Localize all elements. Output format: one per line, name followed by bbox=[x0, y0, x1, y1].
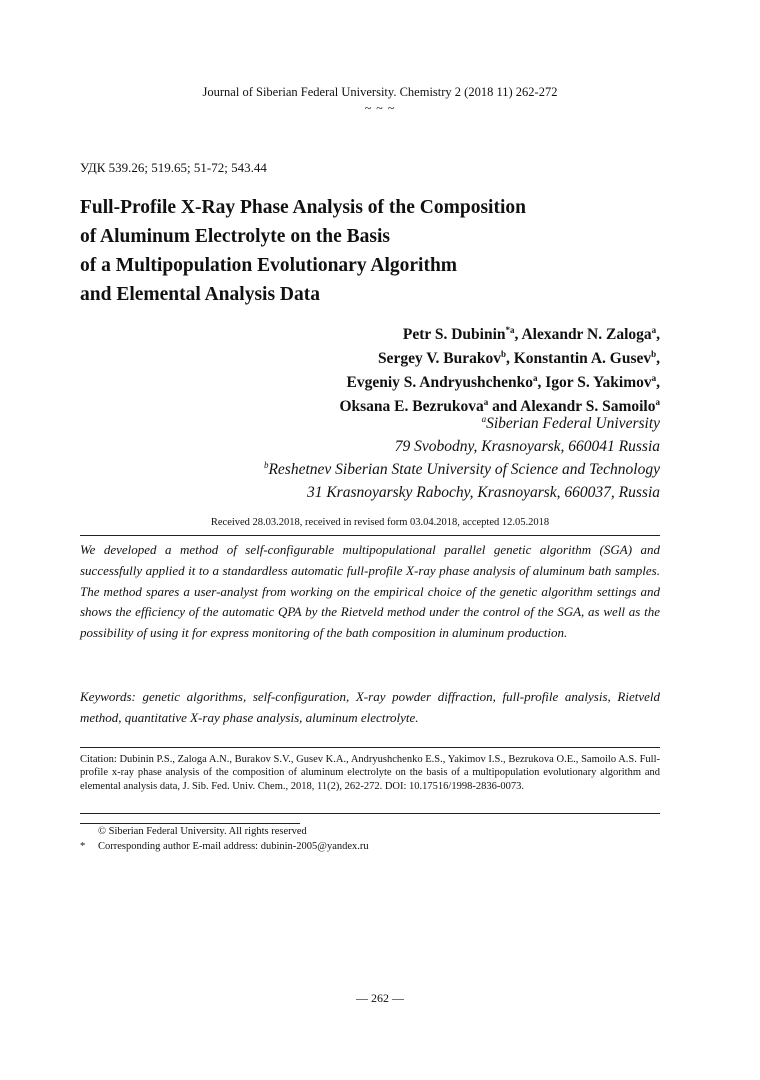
author-name: Oksana E. Bezrukova bbox=[339, 398, 484, 415]
author-name: Alexandr N. Zaloga bbox=[521, 326, 652, 343]
author-separator: and bbox=[488, 398, 521, 415]
author-separator: , bbox=[514, 326, 522, 343]
title-line: and Elemental Analysis Data bbox=[80, 284, 320, 305]
affiliation-mark: b bbox=[263, 460, 269, 470]
author-affil-mark: b bbox=[651, 349, 657, 359]
affiliation-text: 31 Krasnoyarsky Rabochy, Krasnoyarsk, 660037, Russia bbox=[306, 484, 660, 501]
keywords: Keywords: genetic algorithms, self-configuration, X-ray powder diffraction, full-profile analysis, Rietveld method, quantitative X-ray phase analysis, aluminum electrolyte. bbox=[80, 689, 660, 725]
journal-header: Journal of Siberian Federal University. Chemistry 2 (2018 11) 262-272 bbox=[202, 85, 558, 99]
author-affil-mark: *a bbox=[505, 325, 515, 335]
citation: Citation: Dubinin P.S., Zaloga A.N., Burakov S.V., Gusev K.A., Andryushchenko E.S., Yakimov I.S., Bezrukova O.E., Samoilo A.S. Full-profile x-ray phase analysis of the composition of aluminum electrolyte on the basis of a multipopulation evolutionary algorithm and elemental analysis data, J. Sib. Fed. Univ. Chem., 2018, 11(2), 262-272. DOI: 10.17516/1998-2836-0073. bbox=[80, 754, 660, 792]
author-separator: , bbox=[505, 350, 514, 367]
author-name: Alexandr S. Samoilo bbox=[520, 398, 656, 415]
copyright-note: © Siberian Federal University. All rights reserved bbox=[98, 826, 307, 837]
author-name: Evgeniy S. Andryushchenko bbox=[346, 374, 533, 391]
author-separator: , bbox=[656, 350, 660, 367]
udk-code: УДК 539.26; 519.65; 51-72; 543.44 bbox=[80, 160, 267, 175]
author-line bbox=[339, 371, 660, 395]
received-dates: Received 28.03.2018, received in revised form 03.04.2018, accepted 12.05.2018 bbox=[210, 517, 550, 528]
footnote-star: * bbox=[80, 841, 86, 852]
corresponding-author-note bbox=[80, 841, 369, 852]
corresponding-author-text: Corresponding author E-mail address: dubinin-2005@yandex.ru bbox=[98, 841, 369, 852]
author-separator: , bbox=[656, 326, 660, 343]
abstract: We developed a method of self-configurable multipopulational parallel genetic algorithm (SGA) and successfully applied it to a standardless automatic full-profile X-ray phase analysis of aluminum bath samples. The method spares a user-analyst from working on the empirical choice of the genetic algorithm settings and shows the efficiency of the automatic QPA by the Rietveld method under the control of the SGA, as well as the possibility of using it for express monitoring of the bath composition in aluminum production. bbox=[80, 542, 660, 641]
paper-title bbox=[80, 193, 680, 309]
header-separator: ~ ~ ~ bbox=[364, 101, 396, 115]
author-affil-mark: a bbox=[655, 397, 660, 407]
affiliation-text: Reshetnev Siberian State University of Science and Technology bbox=[268, 461, 660, 478]
affiliation-text: 79 Svobodny, Krasnoyarsk, 660041 Russia bbox=[394, 438, 660, 455]
title-line: of a Multipopulation Evolutionary Algorithm bbox=[80, 255, 458, 276]
author-list bbox=[339, 323, 660, 419]
author-name: Petr S. Dubinin bbox=[402, 326, 506, 343]
affiliation-line bbox=[264, 458, 660, 481]
author-separator: , bbox=[537, 374, 546, 391]
author-separator: , bbox=[656, 374, 660, 391]
author-name: Sergey V. Burakov bbox=[377, 350, 501, 367]
divider bbox=[80, 747, 660, 748]
affiliation-line bbox=[264, 412, 660, 435]
author-name: Igor S. Yakimov bbox=[545, 374, 652, 391]
title-line: Full-Profile X-Ray Phase Analysis of the Composition bbox=[80, 197, 526, 218]
affiliation-line bbox=[264, 481, 660, 504]
footnote-divider bbox=[80, 823, 300, 824]
author-affil-mark: a bbox=[533, 373, 538, 383]
title-line: of Aluminum Electrolyte on the Basis bbox=[80, 226, 391, 247]
author-name: Konstantin A. Gusev bbox=[513, 350, 652, 367]
divider bbox=[80, 813, 660, 814]
author-affil-mark: a bbox=[651, 373, 657, 383]
author-line bbox=[339, 347, 660, 371]
author-line bbox=[339, 323, 660, 347]
author-affil-mark: a bbox=[483, 397, 489, 407]
affiliations bbox=[264, 412, 660, 504]
affiliation-mark: a bbox=[481, 414, 487, 424]
affiliation-line bbox=[264, 435, 660, 458]
divider bbox=[80, 535, 660, 536]
affiliation-text: Siberian Federal University bbox=[486, 415, 660, 432]
page-number: — 262 — bbox=[356, 991, 404, 1005]
author-affil-mark: b bbox=[500, 349, 506, 359]
author-affil-mark: a bbox=[651, 325, 657, 335]
